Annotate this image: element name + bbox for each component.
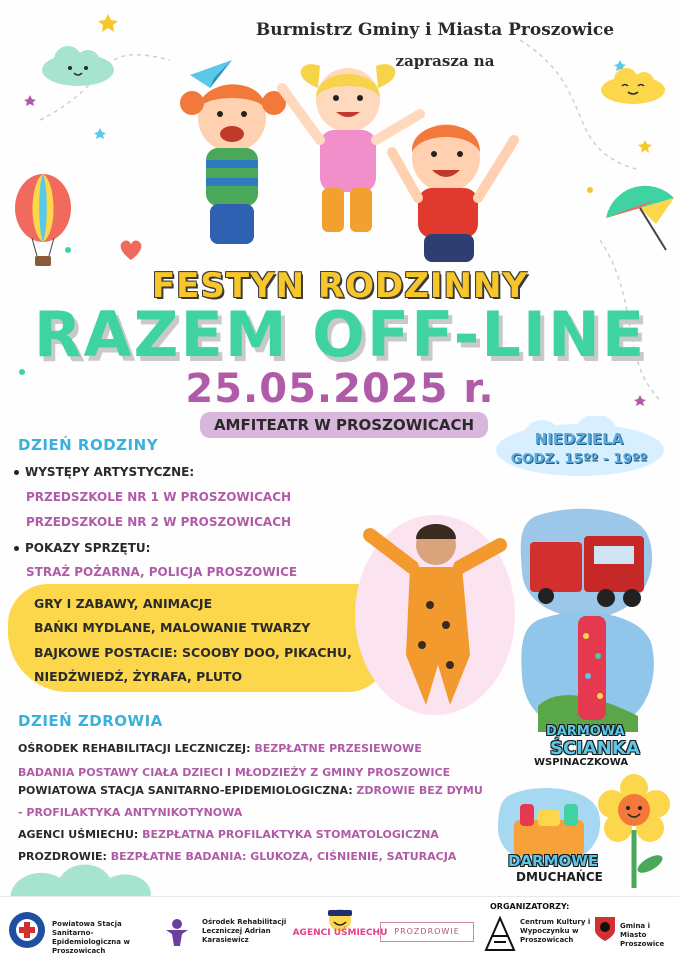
footer-logo-label: Powiatowa Stacja Sanitarno-Epidemiologiczna w Proszowicach: [52, 920, 130, 955]
performance-item: PRZEDSZKOLE NR 1 W PROSZOWICACH: [26, 490, 292, 504]
climbing-wall-photo: [518, 606, 658, 736]
bullet-icon: [14, 546, 19, 551]
attraction-item: BAŃKI MYDLANE, MALOWANIE TWARZY: [34, 620, 311, 635]
health-item-value: - PROFILAKTYKA ANTYNIKOTYNOWA: [18, 806, 243, 819]
performances-label-text: WYSTĘPY ARTYSTYCZNE:: [25, 465, 195, 479]
health-item-label: POWIATOWA STACJA SANITARNO-EPIDEMIOLOGICZNA:: [18, 784, 357, 797]
culture-center-logo-icon: [484, 916, 516, 952]
health-item-label: PROZDROWIE:: [18, 850, 111, 863]
free-bouncy-badge-top: DARMOWE: [508, 852, 599, 870]
health-item: [18, 806, 242, 819]
health-item-label: AGENCI UŚMIECHU:: [18, 828, 143, 841]
invite-subline: zaprasza na: [395, 52, 495, 70]
health-item: [18, 766, 450, 779]
footer-logo-label: AGENCI UŚMIECHU: [292, 928, 388, 938]
performances-label: [14, 465, 194, 479]
family-day-heading: DZIEŃ RODZINY: [18, 436, 159, 454]
health-item-value: BEZPŁATNE PRZESIEWOWE: [254, 742, 422, 755]
health-item-value: BEZPŁATNE BADANIA: GLUKOZA, CIŚNIENIE, SATURACJA: [110, 850, 457, 863]
bullet-icon: [14, 470, 19, 475]
attraction-item: BAJKOWE POSTACIE: SCOOBY DOO, PIKACHU,: [34, 645, 352, 660]
cloud-icon: [38, 42, 118, 88]
event-date: 25.05.2025 r.: [185, 366, 495, 412]
hot-air-balloon-icon: [10, 172, 76, 272]
performance-item: PRZEDSZKOLE NR 2 W PROSZOWICACH: [26, 515, 292, 529]
sanepid-logo-icon: [8, 910, 46, 950]
footer-logo-label: Centrum Kultury i Wypoczynku w Proszowicach: [520, 918, 591, 944]
event-hours: GODZ. 15ºº - 19ºº: [510, 451, 648, 467]
equipment-label: [14, 541, 150, 555]
health-item-label: OŚRODEK REHABILITACJI LECZNICZEJ:: [18, 742, 255, 755]
health-item: [18, 784, 483, 797]
municipality-crest-icon: [594, 916, 616, 942]
free-wall-badge-bottom: WSPINACZKOWA: [534, 757, 629, 768]
free-bouncy-badge-bottom: DMUCHAŃCE: [516, 870, 603, 884]
free-wall-badge-mid: ŚCIANKA: [550, 738, 640, 759]
cloud-icon: [598, 62, 668, 106]
attraction-item: NIEDŹWIEDŹ, ŻYRAFA, PLUTO: [34, 669, 243, 684]
equipment-item: STRAŻ POŻARNA, POLICJA PROSZOWICE: [26, 565, 298, 579]
event-subtitle: RAZEM OFF-LINE: [33, 298, 647, 371]
organizers-label: ORGANIZATORZY:: [490, 902, 570, 911]
health-item: [18, 742, 422, 755]
animator-photo: [350, 505, 520, 720]
rehabilitation-logo-icon: [164, 918, 190, 946]
jumping-kids-illustration: [170, 48, 530, 270]
footer-logo-label: Ośrodek Rehabilitacji Leczniczej Adrian Karasiewicz: [202, 918, 287, 944]
event-day: NIEDZIELA: [534, 430, 624, 448]
health-day-heading: DZIEŃ ZDROWIA: [18, 712, 163, 730]
attraction-item: GRY I ZABAWY, ANIMACJE: [34, 596, 213, 611]
equipment-label-text: POKAZY SPRZĘTU:: [25, 541, 151, 555]
event-title: FESTYN RODZINNY: [151, 266, 529, 306]
health-item: [18, 828, 439, 841]
heart-icon: [118, 238, 144, 262]
fire-trucks-photo: [516, 506, 656, 622]
health-item-value: BADANIA POSTAWY CIAŁA DZIECI I MŁODZIEŻY Z GMINY PROSZOWICE: [18, 766, 451, 779]
footer-logo-label: PROZDROWIE: [380, 922, 474, 942]
footer-logo-label: Gmina i Miasto Proszowice: [620, 922, 665, 948]
green-bush-decoration: [0, 856, 160, 900]
health-item-value: BEZPŁATNA PROFILAKTYKA STOMATOLOGICZNA: [142, 828, 439, 841]
free-wall-badge-top: DARMOWA: [546, 724, 625, 739]
venue-badge: AMFITEATR W PROSZOWICACH: [200, 412, 488, 438]
health-item-value: ZDROWIE BEZ DYMU: [356, 784, 483, 797]
organizer-invite-line: Burmistrz Gminy i Miasta Proszowice: [255, 20, 615, 40]
flower-icon: [598, 770, 678, 888]
umbrella-icon: [596, 178, 679, 258]
